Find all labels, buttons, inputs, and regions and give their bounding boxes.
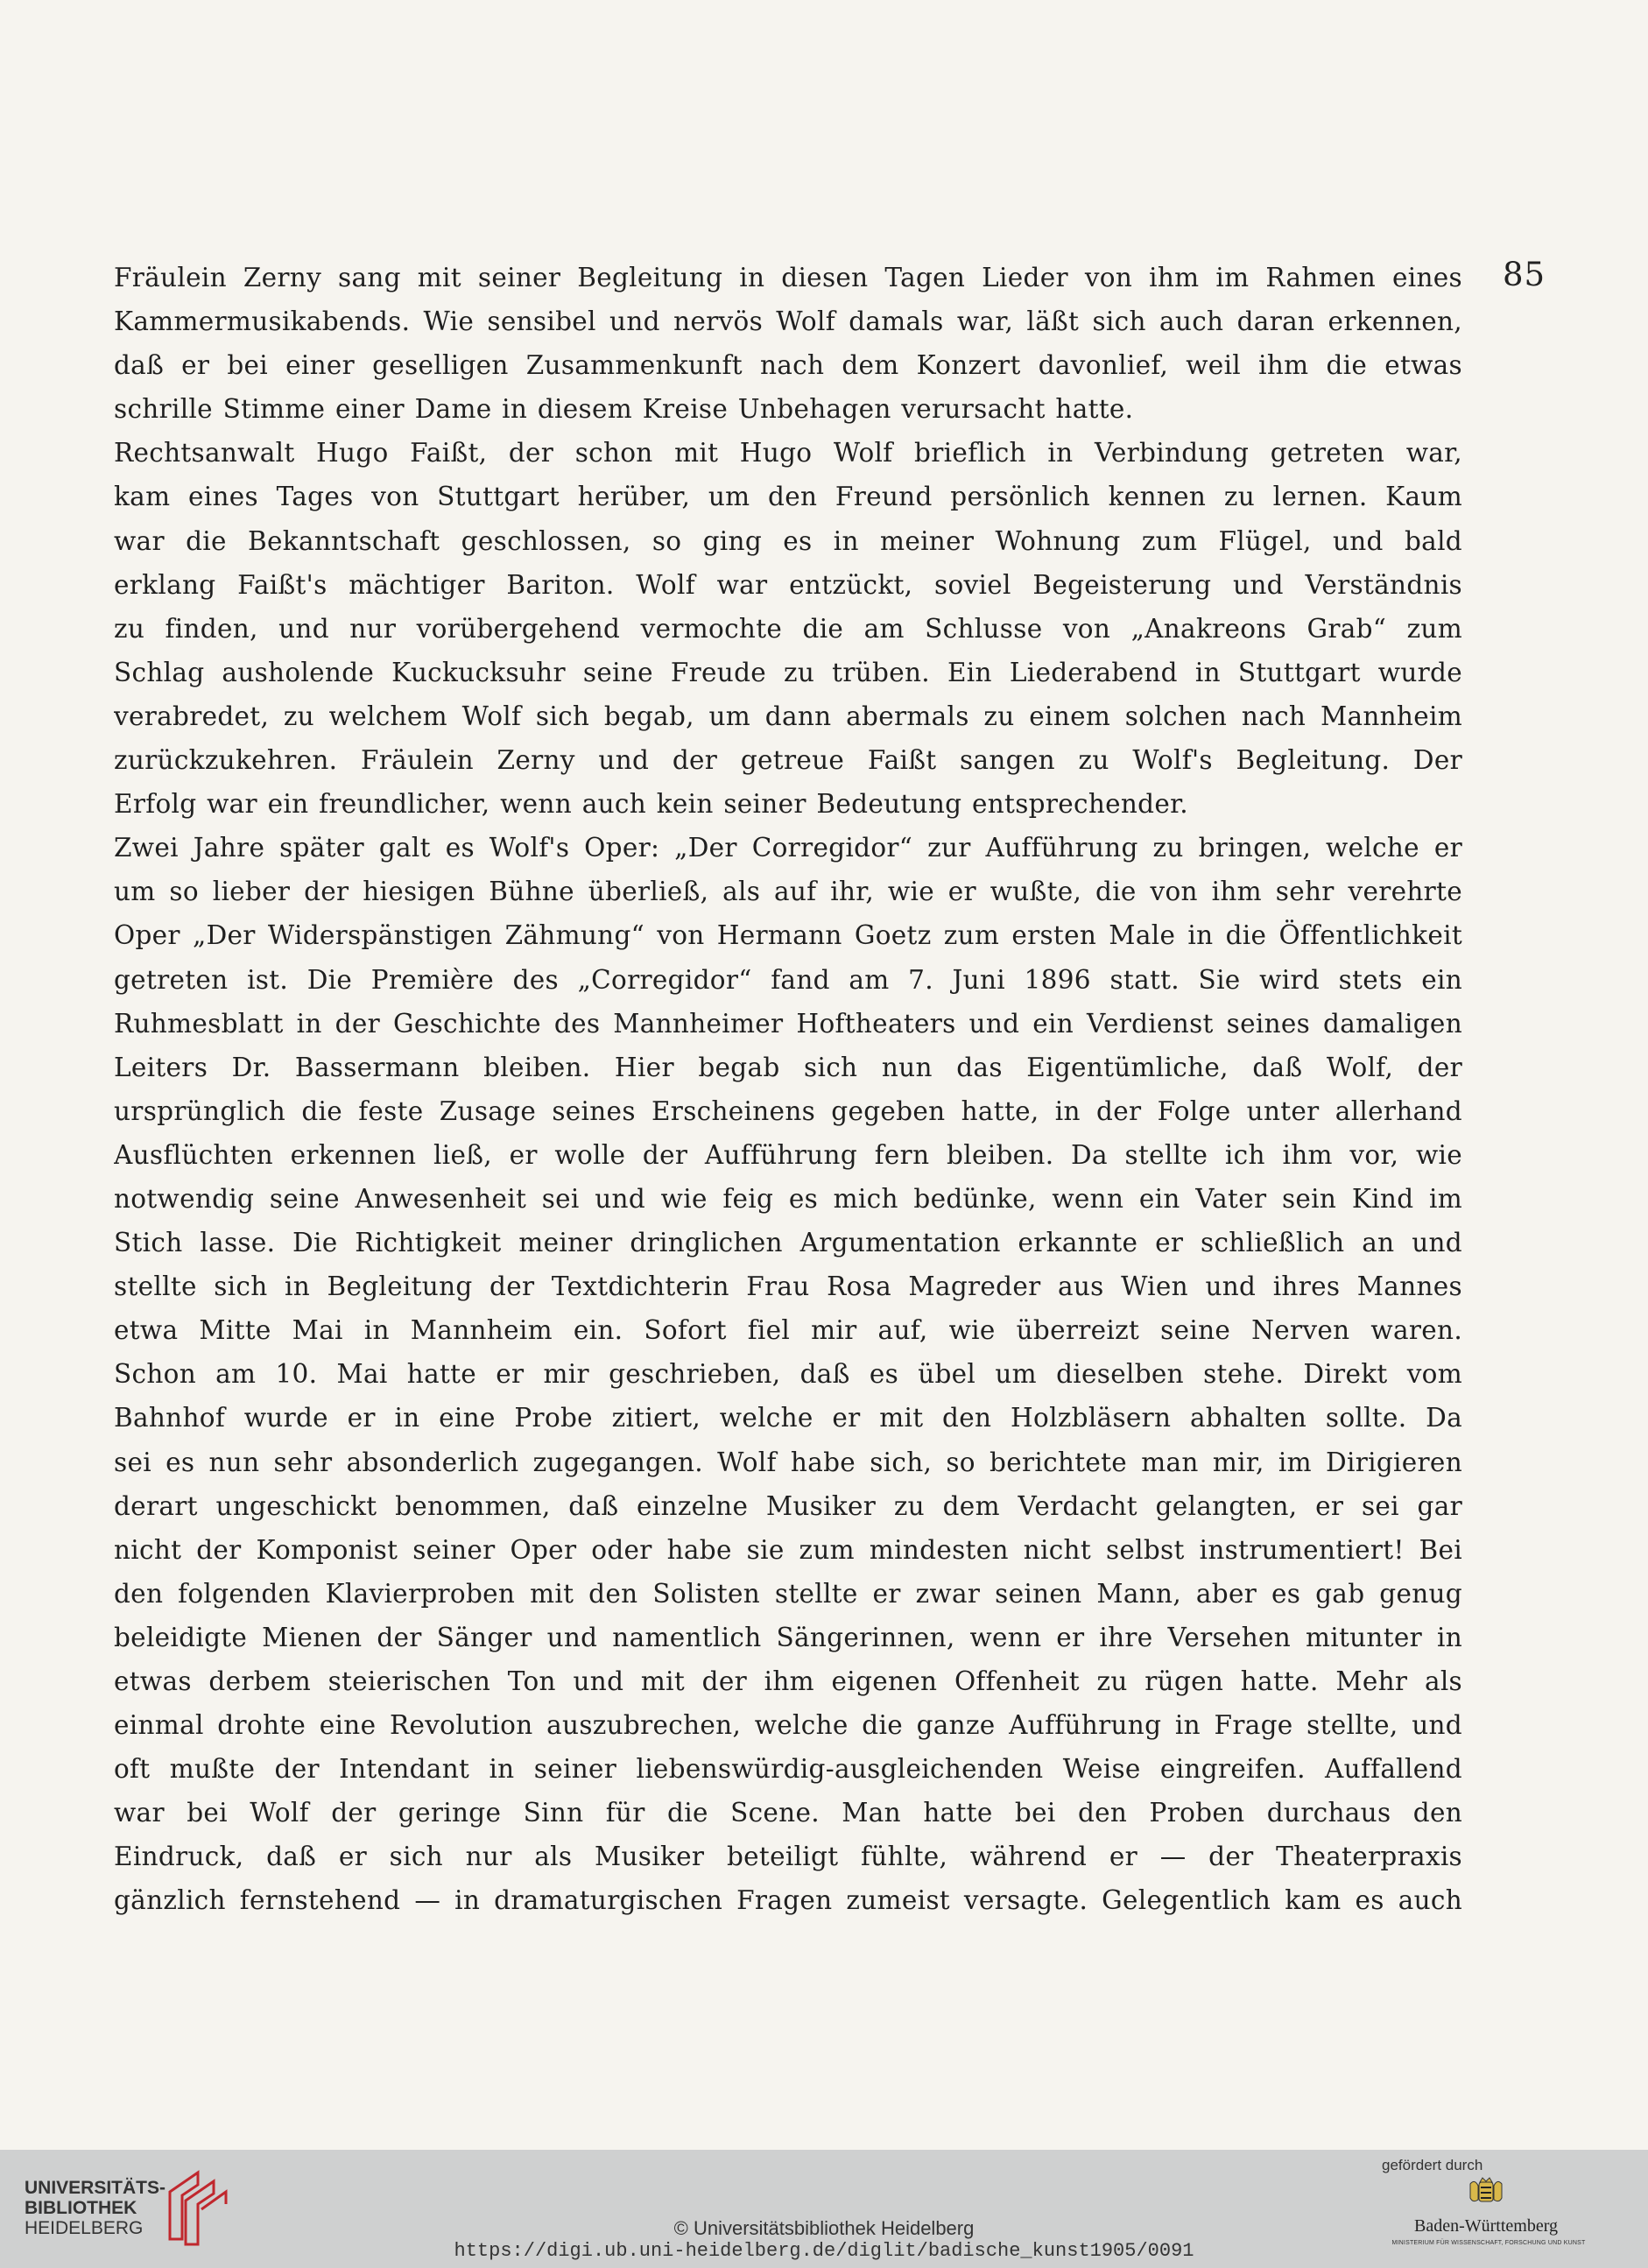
text-line: kam eines Tages von Stuttgart herüber, um den Freund persönlich kennen zu lernen. Kaum [114, 482, 1462, 512]
coat-of-arms-icon [1468, 2177, 1504, 2208]
text-line: Kammermusikabends. Wie sensibel und nervös Wolf damals war, läßt sich auch daran erkennen, [114, 306, 1462, 337]
text-line: schrille Stimme einer Dame in diesem Kreise Unbehagen verursacht hatte. [114, 394, 1134, 425]
funded-by-label: gefördert durch [1382, 2157, 1483, 2173]
text-line: Stich lasse. Die Richtigkeit meiner dringlichen Argumentation erkannte er schließlich an und [114, 1228, 1462, 1258]
copyright-notice: © Universitätsbibliothek Heidelberg [673, 2217, 975, 2239]
text-line: derart ungeschickt benommen, daß einzelne Musiker zu dem Verdacht gelangten, er sei gar [114, 1490, 1462, 1521]
text-line: Schon am 10. Mai hatte er mir geschrieben, daß es übel um dieselben stehe. Direkt vom [114, 1359, 1462, 1390]
text-line: nicht der Komponist seiner Oper oder habe sie zum mindesten nicht selbst instrumentiert! Bei [114, 1534, 1462, 1565]
library-name-line2: BIBLIOTHEK [25, 2198, 137, 2218]
text-line: den folgenden Klavierproben mit den Solisten stellte er zwar seinen Mann, aber es gab genug [114, 1578, 1462, 1609]
text-line: Erfolg war ein freundlicher, wenn auch kein seiner Bedeutung entsprechender. [114, 789, 1188, 820]
text-line: zu finden, und nur vorübergehend vermochte die am Schlusse von „Anakreons Grab“ zum [114, 613, 1462, 644]
text-line: war bei Wolf der geringe Sinn für die Scene. Man hatte bei den Proben durchaus den [114, 1798, 1462, 1828]
text-line: getreten ist. Die Première des „Corregidor“ fand am 7. Juni 1896 statt. Sie wird stets ein [114, 964, 1462, 995]
text-line: beleidigte Mienen der Sänger und namentlich Sängerinnen, wenn er ihre Versehen mitunter in [114, 1622, 1462, 1652]
text-line: erklang Faißt's mächtiger Bariton. Wolf war entzückt, soviel Begeisterung und Verständnis [114, 569, 1462, 600]
sponsor-name: Baden-Württemberg [1413, 2216, 1558, 2236]
text-line: ursprünglich die feste Zusage seines Erscheinens gegeben hatte, in der Folge unter allerhand [114, 1095, 1462, 1126]
document-url-link[interactable]: https://digi.ub.uni-heidelberg.de/diglit/badische_kunst1905/0091 [454, 2240, 1194, 2262]
text-line: oft mußte der Intendant in seiner liebenswürdig-ausgleichenden Weise eingreifen. Auffallend [114, 1754, 1462, 1785]
text-line: Schlag ausholende Kuckucksuhr seine Freude zu trüben. Ein Liederabend in Stuttgart wurde [114, 657, 1462, 687]
text-line: einmal drohte eine Revolution auszubrechen, welche die ganze Aufführung in Frage stellte, und [114, 1710, 1462, 1741]
text-line: Oper „Der Widerspänstigen Zähmung“ von Hermann Goetz zum ersten Male in die Öffentlichkeit [114, 920, 1462, 951]
text-line: Leiters Dr. Bassermann bleiben. Hier begab sich nun das Eigentümliche, daß Wolf, der [114, 1052, 1462, 1082]
text-line: Bahnhof wurde er in eine Probe zitiert, welche er mit den Holzbläsern abhalten sollte. Da [114, 1403, 1462, 1433]
text-line: etwa Mitte Mai in Mannheim ein. Sofort fiel mir auf, wie überreizt seine Nerven waren. [114, 1315, 1462, 1346]
body-text [114, 256, 1462, 1923]
text-line: Zwei Jahre später galt es Wolf's Oper: „Der Corregidor“ zur Aufführung zu bringen, welche er [114, 833, 1462, 863]
library-name-line3: HEIDELBERG [25, 2218, 144, 2238]
page-number: 85 [1503, 256, 1546, 293]
text-line: zurückzukehren. Fräulein Zerny und der getreue Faißt sangen zu Wolf's Begleitung. Der [114, 745, 1462, 776]
text-line: Ruhmesblatt in der Geschichte des Mannheimer Hoftheaters und ein Verdienst seines damaligen [114, 1008, 1462, 1039]
text-line: Ausflüchten erkennen ließ, er wolle der Aufführung fern bleiben. Da stellte ich ihm vor, wie [114, 1139, 1462, 1170]
text-line: stellte sich in Begleitung der Textdichterin Frau Rosa Magreder aus Wien und ihres Mannes [114, 1271, 1462, 1302]
text-line: gänzlich fernstehend — in dramaturgischen Fragen zumeist versagte. Gelegentlich kam es auch [114, 1885, 1462, 1916]
text-line: daß er bei einer geselligen Zusammenkunft nach dem Konzert davonlief, weil ihm die etwas [114, 350, 1462, 381]
text-line: verabredet, zu welchem Wolf sich begab, um dann abermals zu einem solchen nach Mannheim [114, 701, 1462, 731]
text-line: war die Bekanntschaft geschlossen, so ging es in meiner Wohnung zum Flügel, und bald [114, 525, 1462, 556]
text-line: um so lieber der hiesigen Bühne überließ, als auf ihr, wie er wußte, die von ihm sehr verehrte [114, 877, 1462, 907]
library-name-line1: UNIVERSITÄTS- [25, 2178, 166, 2198]
text-line: Rechtsanwalt Hugo Faißt, der schon mit Hugo Wolf brieflich in Verbindung getreten war, [114, 438, 1462, 468]
text-line: etwas derbem steierischen Ton und mit der ihm eigenen Offenheit zu rügen hatte. Mehr als [114, 1666, 1462, 1696]
text-line: sei es nun sehr absonderlich zugegangen. Wolf habe sich, so berichtete man mir, im Dirigieren [114, 1447, 1462, 1477]
text-line: Eindruck, daß er sich nur als Musiker beteiligt fühlte, während er — der Theaterpraxis [114, 1842, 1462, 1872]
text-line: notwendig seine Anwesenheit sei und wie feig es mich bedünke, wenn ein Vater sein Kind im [114, 1183, 1462, 1214]
text-line: Fräulein Zerny sang mit seiner Begleitung in diesen Tagen Lieder von ihm im Rahmen eines [114, 263, 1462, 292]
sponsor-ministry: MINISTERIUM FÜR WISSENSCHAFT, FORSCHUNG UND KUNST [1391, 2240, 1586, 2246]
